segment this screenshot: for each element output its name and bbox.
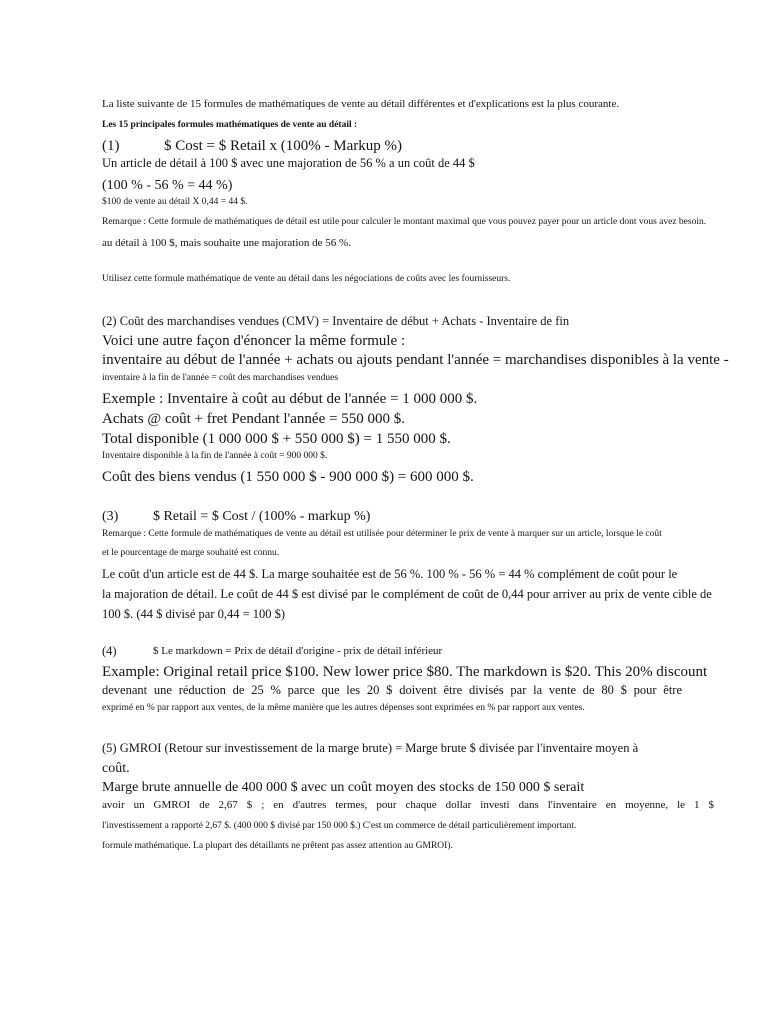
section-5-line: l'investissement a rapporté 2,67 $. (400 000 $ divisé par 150 000 $.) C'est un commerce de détail particulièrement important. (102, 821, 577, 831)
section-1-number: (1) (102, 138, 120, 154)
section-1-line: Utilisez cette formule mathématique de vente au détail dans les négociations de coûts avec les fournisseurs. (102, 274, 511, 284)
section-1-formula: $ Cost = $ Retail x (100% - Markup %) (164, 138, 403, 154)
section-2-line: Total disponible (1 000 000 $ + 550 000 $) = 1 550 000 $. (102, 431, 451, 447)
section-2-line: Exemple : Inventaire à coût au début de l'année = 1 000 000 $. (102, 391, 478, 407)
section-2-line: Coût des biens vendus (1 550 000 $ - 900 000 $) = 600 000 $. (102, 469, 474, 485)
section-5-line: Marge brute annuelle de 400 000 $ avec un coût moyen des stocks de 150 000 $ serait (102, 780, 585, 795)
section-2-line: inventaire au début de l'année + achats ou ajouts pendant l'année = marchandises disponibles à la vente - (102, 352, 729, 368)
section-3-line: la majoration de détail. Le coût de 44 $ est divisé par le complément de coût de 0,44 pour arriver au prix de vente cible de (102, 587, 712, 601)
section-2-formula: (2) Coût des marchandises vendues (CMV) = Inventaire de début + Achats - Inventaire de fin (102, 314, 570, 328)
section-5-line: avoir un GMROI de 2,67 $ ; en d'autres termes, pour chaque dollar investi dans l'inventaire en moyenne, le 1 $ (102, 799, 714, 811)
section-2-line: Inventaire disponible à la fin de l'année à coût = 900 000 $. (102, 451, 328, 461)
section-4-number: (4) (102, 644, 117, 658)
section-2-line: Voici une autre façon d'énoncer la même formule : (102, 333, 406, 349)
section-1-line: au détail à 100 $, mais souhaite une majoration de 56 %. (102, 237, 351, 249)
section-3-line: 100 $. (44 $ divisé par 0,44 = 100 $) (102, 607, 286, 621)
section-1-note: Remarque : Cette formule de mathématiques de détail est utile pour calculer le montant maximal que vous pouvez payer pour un article dont vous avez besoin. (102, 217, 707, 227)
section-1-line: $100 de vente au détail X 0,44 = 44 $. (102, 197, 248, 207)
list-heading: Les 15 principales formules mathématiques de vente au détail : (102, 120, 358, 130)
section-4-line: Example: Original retail price $100. New lower price $80. The markdown is $20. This 20% discount (102, 664, 708, 680)
section-3-line: et le pourcentage de marge souhaité est connu. (102, 548, 280, 558)
section-3-line: Le coût d'un article est de 44 $. La marge souhaitée est de 56 %. 100 % - 56 % = 44 % complément de coût pour le (102, 567, 678, 581)
section-5-formula: (5) GMROI (Retour sur investissement de la marge brute) = Marge brute $ divisée par l'inventaire moyen à (102, 741, 639, 755)
section-5-line: formule mathématique. La plupart des détaillants ne prêtent pas assez attention au GMROI). (102, 841, 453, 851)
section-5-line: coût. (102, 761, 130, 776)
intro-paragraph: La liste suivante de 15 formules de mathématiques de vente au détail différentes et d'explications est la plus courante. (102, 98, 620, 110)
section-2-line: inventaire à la fin de l'année = coût des marchandises vendues (102, 373, 339, 383)
section-4-formula: $ Le markdown = Prix de détail d'origine - prix de détail inférieur (153, 645, 443, 657)
section-3-number: (3) (102, 509, 119, 524)
section-1-line: Un article de détail à 100 $ avec une majoration de 56 % a un coût de 44 $ (102, 156, 475, 170)
section-3-note: Remarque : Cette formule de mathématiques de vente au détail est utilisée pour déterminer le prix de vente à marquer sur un article, lorsque le coût (102, 529, 662, 539)
section-4-line: exprimé en % par rapport aux ventes, de la même manière que les autres dépenses sont exprimées en % par rapport aux ventes. (102, 703, 585, 713)
section-2-line: Achats @ coût + fret Pendant l'année = 550 000 $. (102, 411, 405, 427)
section-4-line: devenant une réduction de 25 % parce que les 20 $ doivent être divisés par la vente de 80 $ pour être (102, 683, 682, 697)
section-1-line: (100 % - 56 % = 44 %) (102, 178, 233, 193)
section-3-formula: $ Retail = $ Cost / (100% - markup %) (153, 509, 371, 524)
